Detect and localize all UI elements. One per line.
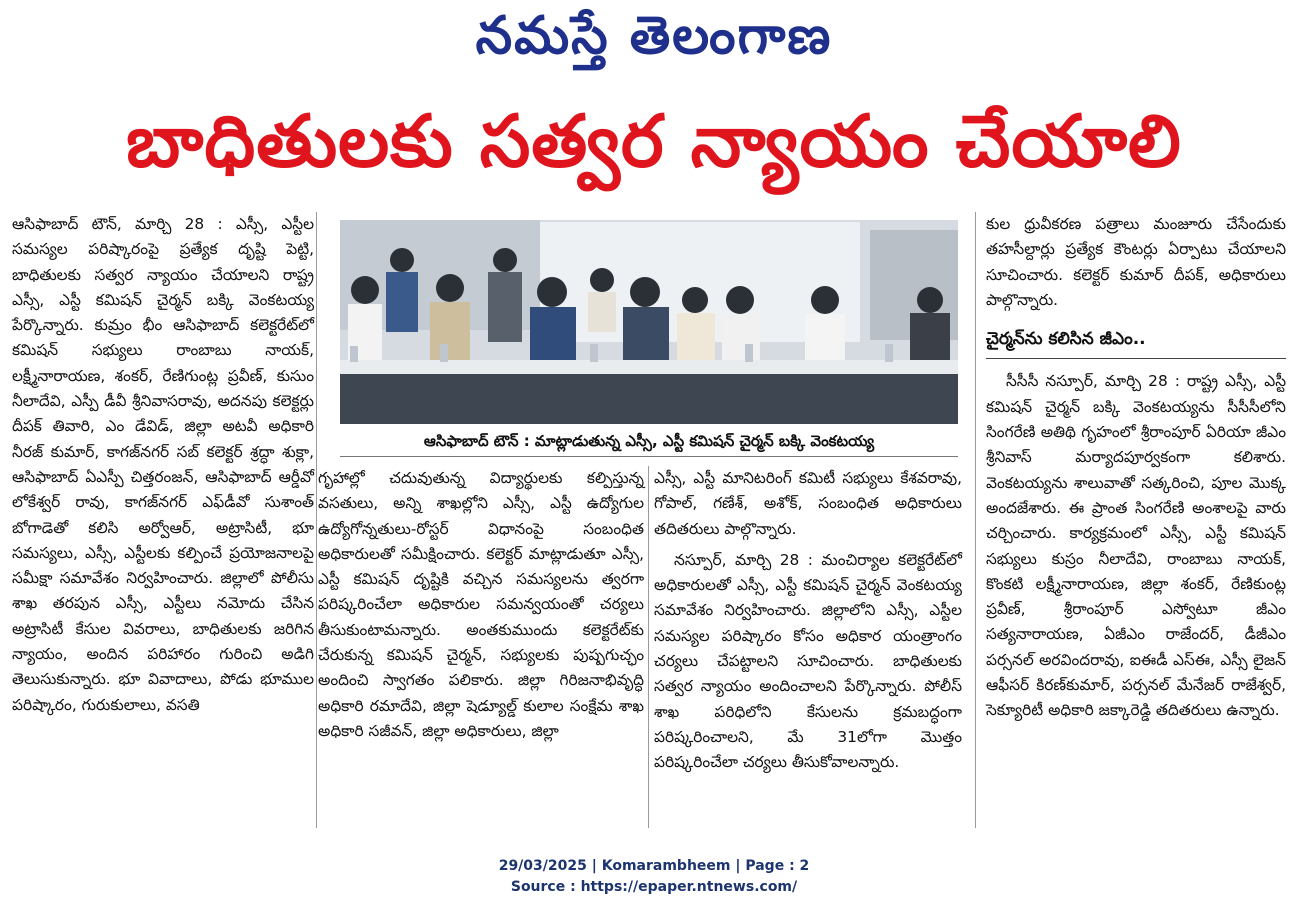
article-paragraph: సీసీసీ నస్పూర్, మార్చి 28 : రాష్ట్ర ఎస్సీ, ఎస్టీ కమిషన్ చైర్మన్ బక్కి వెంకటయ్యను సీసీసీలోని సింగరేణి అతిథి గృహంలో శ్రీరాంపూర్ ఏరియా జీఎం శ్రీనివాస్ మర్యాదపూర్వకంగా కలిశారు. వెంకటయ్యను శాలువాతో సత్కరించి, పూల మొక్క అందజేశారు. ఈ ప్రాంత సింగరేణి అంశాలపై వారు చర్చించారు. కార్యక్రమంలో ఎస్సీ, ఎస్టీ కమిషన్ సభ్యులు కుస్రం నీలాదేవి, రాంబాబు నాయక్, కొంకటి లక్ష్మీనారాయణ, జిల్లా శంకర్, రేణికుంట్ల ప్రవీణ్, శ్రీరాంపూర్ ఎస్వోటూ జీఎం సత్యనారాయణ, ఏజీఎం రాజేందర్, డీజీఎం పర్సనల్ అరవిందరావు, ఐఈడీ ఎస్ఈ, ఎస్సీ లైజన్ ఆఫీసర్ కిరణ్‌కుమార్, పర్సనల్ మేనేజర్ రాజేశ్వర్, సెక్యూరిటీ అధికారి జక్కారెడ్డి తదితరులు ఉన్నారు. <box>986 372 1286 720</box>
photo-caption: ఆసిఫాబాద్ టౌన్ : మాట్లాడుతున్న ఎస్సీ, ఎస్టీ కమిషన్ చైర్మన్ బక్కి వెంకటయ్య <box>340 426 958 457</box>
article-column-1 <box>12 212 314 718</box>
article-paragraph: గృహాల్లో చదువుతున్న విద్యార్థులకు కల్పిస్తున్న వసతులు, అన్ని శాఖల్లోని ఎస్సీ, ఎస్టీ ఉద్యోగుల ఉద్యోగోన్నతులు-రోస్టర్ విధానంపై సంబంధిత అధికారులతో సమీక్షించారు. కలెక్టర్ మాట్లాడుతూ ఎస్సీ, ఎస్టీ కమిషన్ దృష్టికి వచ్చిన సమస్యలను త్వరగా పరిష్కరించేలా అధికారుల సమన్వయంతో చర్యలు తీసుకుంటామన్నారు. అంతకుముందు కలెక్టరేట్‌కు చేరుకున్న కమిషన్ చైర్మన్, సభ్యులకు పుష్పగుచ్ఛం అందించి స్వాగతం పలికారు. జిల్లా గిరిజనాభివృద్ధి అధికారి రమాదేవి, జిల్లా షెడ్యూల్డ్ కులాల సంక్షేమ శాఖ అధికారి సజీవన్, జిల్లా అధికారులు, జిల్లా <box>318 469 644 740</box>
meeting-photo-illustration <box>340 220 958 424</box>
article-subheading: చైర్మన్‌ను కలిసిన జీఎం.. <box>986 329 1146 350</box>
article-paragraph: కుల ధ్రువీకరణ పత్రాలు మంజూరు చేసేందుకు తహసీల్దార్లు ప్రత్యేక కౌంటర్లు ఏర్పాటు చేయాలని సూచించారు. కలెక్టర్ కుమార్ దీపక్, అధికారులు పాల్గొన్నారు. <box>986 215 1286 309</box>
article-column-3 <box>654 466 962 776</box>
article-paragraph: ఎస్సీ, ఎస్టీ మానిటరింగ్ కమిటీ సభ్యులు కేశవరావు, గోపాల్, గణేశ్, అశోక్, సంబంధిత అధికారులు తదితరులు పాల్గొన్నారు. <box>654 469 962 538</box>
article-paragraph: నస్పూర్, మార్చి 28 : మంచిర్యాల కలెక్టరేట్‌లో అధికారులతో ఎస్సీ, ఎస్టీ కమిషన్ చైర్మన్ వెంకటయ్య సమావేశం నిర్వహించారు. జిల్లాలోని ఎస్సీ, ఎస్టీల సమస్యల పరిష్కారం కోసం అధికార యంత్రాంగం చర్యలు చేపట్టాలని సూచించారు. బాధితులకు సత్వర న్యాయం అందించాలని పేర్కొన్నారు. పోలీస్ శాఖ పరిధిలోని కేసులను క్రమబద్ధంగా పరిష్కరించాలని, మే 31లోగా మొత్తం పరిష్కరించేలా చర్యలు తీసుకోవాలన్నారు. <box>654 550 962 772</box>
subhead-divider <box>986 358 1286 359</box>
article-headline: బాధితులకు సత్వర న్యాయం చేయాలి <box>126 99 1182 183</box>
column-divider <box>975 212 976 828</box>
newspaper-masthead: నమస్తే తెలంగాణ <box>475 6 833 66</box>
column-divider <box>648 466 649 828</box>
footer-source: Source : https://epaper.ntnews.com/ <box>510 879 798 895</box>
article-photo <box>340 220 958 424</box>
article-paragraph: ఆసిఫాబాద్ టౌన్, మార్చి 28 : ఎస్సీ, ఎస్టీల సమస్యల పరిష్కారంపై ప్రత్యేక దృష్టి పెట్టి, బాధితులకు సత్వర న్యాయం చేయాలని రాష్ట్ర ఎస్సీ, ఎస్టీ కమిషన్ చైర్మన్ బక్కి వెంకటయ్య పేర్కొన్నారు. కుమ్రం భీం ఆసిఫాబాద్ కలెక్టరేట్‌లో కమిషన్ సభ్యులు రాంబాబు నాయక్, లక్ష్మీనారాయణ, శంకర్, రేణిగుంట్ల ప్రవీణ్, కుసుం నీలాదేవి, ఎస్పీ డీవీ శ్రీనివాసరావు, అదనపు కలెక్టర్లు దీపక్ తివారి, ఎం డేవిడ్, జిల్లా అటవీ అధికారి నీరజ్ కుమార్, కాగజ్‌నగర్ సబ్ కలెక్టర్ శ్రద్ధా శుక్లా, ఆసిఫాబాద్ ఏఎస్పీ చిత్తరంజన్, ఆసిఫాబాద్ ఆర్డీవో లోకేశ్వర్ రావు, కాగజ్‌నగర్ ఎఫ్‌డీవో సుశాంత్ బోగాడెతో కలిసి అర్వోఆర్, అట్రాసిటీ, భూ సమస్యలు, ఎస్సీ, ఎస్టీలకు కల్పించే ప్రయోజనాలపై సమీక్షా సమావేశం నిర్వహించారు. జిల్లాలో పోలీసు శాఖ తరపున ఎస్సీ, ఎస్టీలు నమోదు చేసిన అట్రాసిటీ కేసుల వివరాలు, బాధితులకు జరిగిన న్యాయం, అందిన పరిహారం గురించి అడిగి తెలుసుకున్నారు. భూ వివాదాలు, పోడు భూముల పరిష్కారం, గురుకులాలు, వసతి <box>12 215 314 714</box>
article-column-4 <box>986 212 1286 724</box>
article-column-2 <box>318 466 644 744</box>
column-divider <box>316 212 317 828</box>
footer-dateline: 29/03/2025 | Komarambheem | Page : 2 <box>498 858 810 874</box>
